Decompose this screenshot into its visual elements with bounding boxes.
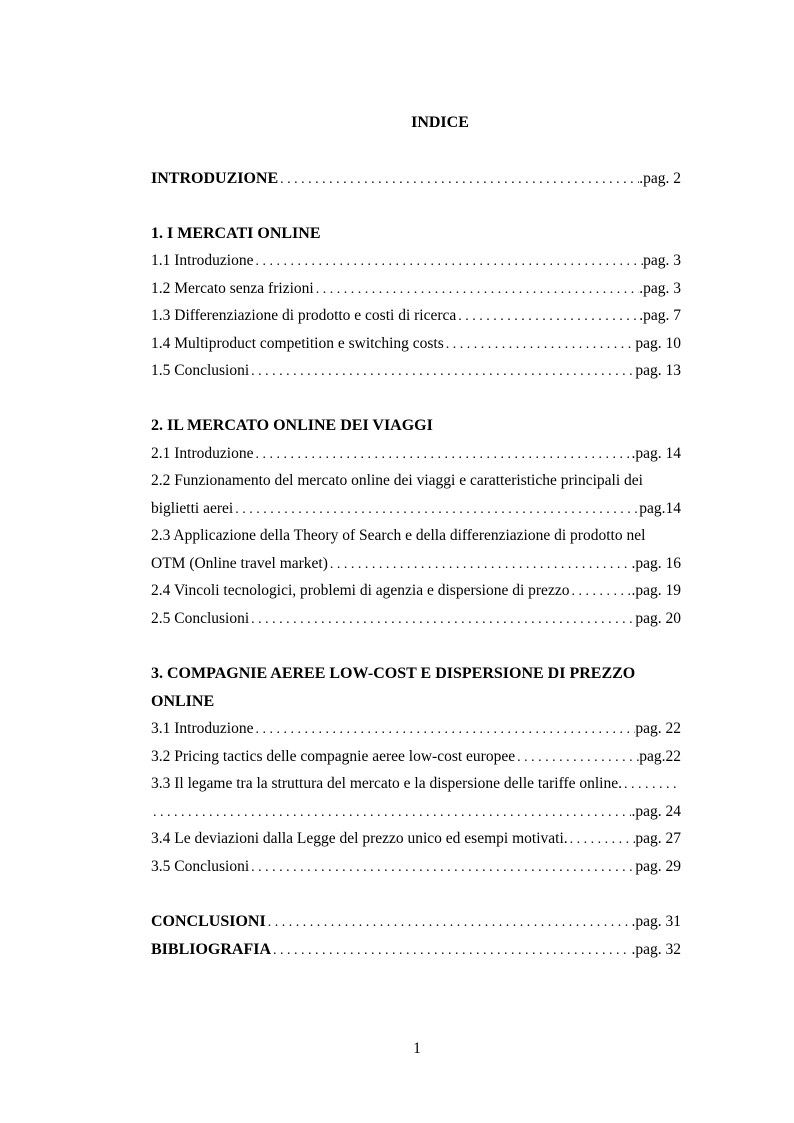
toc-page-ref: pag. 27: [635, 830, 681, 847]
toc-leader-dots: [233, 500, 639, 520]
toc-entry-conclusioni[interactable]: [151, 912, 681, 933]
toc-entry-continued[interactable]: [151, 802, 681, 823]
toc-label: 3.2 Pricing tactics delle compagnie aeree low-cost europee: [151, 748, 516, 765]
toc-entry-introduzione[interactable]: [151, 169, 681, 190]
toc-entry[interactable]: [151, 334, 681, 355]
toc-leader-dots: [151, 803, 631, 823]
toc-leader-dots: [249, 858, 635, 878]
toc-page-ref: pag.22: [639, 748, 681, 765]
section-heading-3-continued: ONLINE: [151, 693, 215, 710]
toc-label: CONCLUSIONI: [151, 913, 266, 930]
toc-label: 3.4 Le deviazioni dalla Legge del prezzo unico ed esempi motivati.: [151, 830, 568, 847]
toc-label: 1.2 Mercato senza frizioni: [151, 280, 314, 297]
toc-page-ref: pag. 20: [635, 610, 681, 627]
toc-page-ref: .pag. 32: [631, 941, 681, 958]
toc-leader-dots: [314, 280, 640, 300]
toc-label: 1.5 Conclusioni: [151, 362, 250, 379]
toc-leader-dots: [249, 610, 635, 630]
toc-leader-dots: [515, 748, 639, 768]
toc-entry[interactable]: [151, 581, 681, 602]
toc-page-ref: pag. 29: [635, 858, 681, 875]
toc-label: OTM (Online travel market): [151, 555, 328, 572]
toc-entry[interactable]: [151, 774, 681, 795]
toc-leader-dots: [569, 582, 631, 602]
toc-leader-dots: [278, 170, 639, 190]
toc-label: 2.1 Introduzione: [151, 445, 254, 462]
toc-entry[interactable]: [151, 306, 681, 327]
toc-page-ref: .pag. 19: [631, 582, 681, 599]
toc-label: 3.3 Il legame tra la struttura del mercato e la dispersione delle tariffe online.: [151, 775, 622, 792]
page-number: 1: [413, 1040, 421, 1057]
toc-leader-dots: [444, 335, 636, 355]
toc-page-ref: pag.14: [639, 500, 681, 517]
toc-entry[interactable]: [151, 361, 681, 382]
toc-entry[interactable]: [151, 554, 681, 575]
toc-entry[interactable]: [151, 719, 681, 740]
toc-page-ref: pag. 13: [635, 362, 681, 379]
toc-leader-dots: [568, 830, 636, 850]
page-title: INDICE: [411, 114, 469, 131]
toc-page-ref: pag. 3: [643, 252, 681, 269]
toc-label: BIBLIOGRAFIA: [151, 941, 272, 958]
toc-entry[interactable]: [151, 444, 681, 465]
toc-page-ref: pag. 22: [635, 720, 681, 737]
section-heading-1: 1. I MERCATI ONLINE: [151, 225, 321, 242]
section-heading-2: 2. IL MERCATO ONLINE DEI VIAGGI: [151, 417, 433, 434]
toc-page-ref: .pag. 31: [631, 913, 681, 930]
toc-page-ref: .pag. 16: [631, 555, 681, 572]
toc-entry[interactable]: [151, 747, 681, 768]
toc-entry[interactable]: [151, 829, 681, 850]
toc-page-ref: .pag. 14: [631, 445, 681, 462]
toc-leader-dots: [253, 252, 643, 272]
toc-entry[interactable]: [151, 499, 681, 520]
section-heading-3: 3. COMPAGNIE AEREE LOW-COST E DISPERSIONE DI PREZZO: [151, 665, 636, 682]
toc-leader-dots: [249, 362, 635, 382]
toc-label: 2.5 Conclusioni: [151, 610, 250, 627]
toc-entry[interactable]: [151, 609, 681, 630]
toc-label: biglietti aerei: [151, 500, 234, 517]
toc-page-ref: .pag. 2: [639, 170, 681, 187]
toc-label: 2.4 Vincoli tecnologici, problemi di agenzia e dispersione di prezzo: [151, 582, 570, 599]
toc-leader-dots: [253, 720, 635, 740]
toc-entry[interactable]: [151, 857, 681, 878]
toc-leader-dots: [622, 775, 681, 795]
toc-leader-dots: [271, 941, 631, 961]
toc-leader-dots: [328, 555, 632, 575]
toc-label: 3.1 Introduzione: [151, 720, 254, 737]
toc-page-ref: .pag. 7: [639, 307, 681, 324]
toc-leader-dots: [456, 307, 639, 327]
toc-entry-wrapped-line[interactable]: 2.2 Funzionamento del mercato online dei viaggi e caratteristiche principali dei: [151, 472, 643, 489]
toc-page-ref: .pag. 3: [639, 280, 681, 297]
toc-leader-dots: [266, 913, 632, 933]
toc-label: 1.1 Introduzione: [151, 252, 254, 269]
toc-entry[interactable]: [151, 251, 681, 272]
toc-leader-dots: [253, 445, 631, 465]
toc-page-ref: pag. 10: [635, 335, 681, 352]
toc-label: 3.5 Conclusioni: [151, 858, 250, 875]
toc-label: INTRODUZIONE: [151, 170, 279, 187]
toc-entry[interactable]: [151, 279, 681, 300]
toc-entry-bibliografia[interactable]: [151, 940, 681, 961]
toc-page-ref: .pag. 24: [631, 803, 681, 820]
toc-entry-wrapped-line[interactable]: 2.3 Applicazione della Theory of Search e della differenziazione di prodotto nel: [151, 527, 646, 544]
toc-label: 1.4 Multiproduct competition e switching costs: [151, 335, 444, 352]
toc-label: 1.3 Differenziazione di prodotto e costi di ricerca: [151, 307, 457, 324]
